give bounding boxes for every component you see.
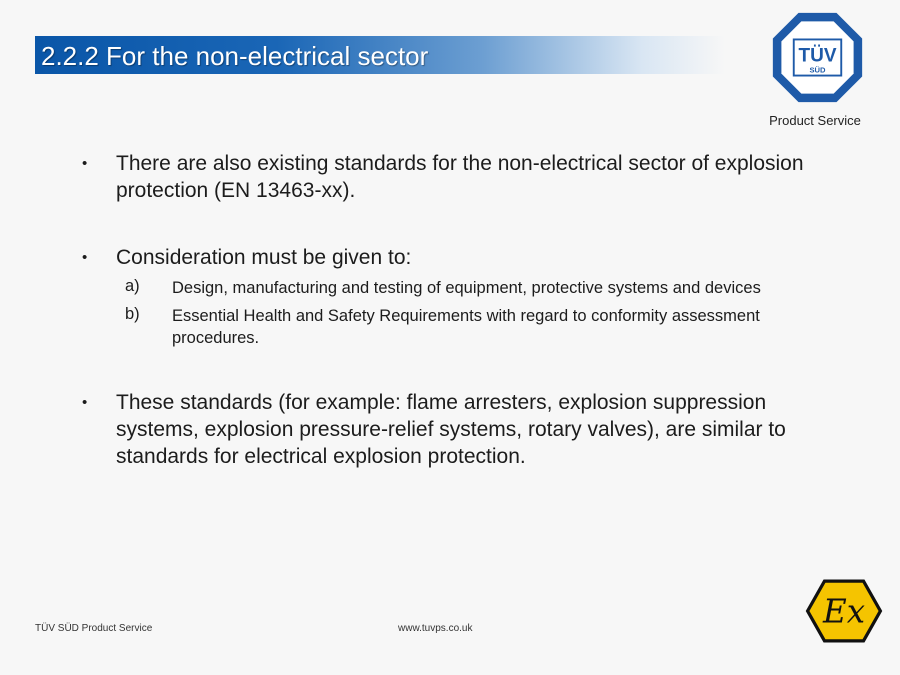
- sub-item-text: Essential Health and Safety Requirements with regard to conformity assessment procedures.: [172, 307, 760, 347]
- logo-caption: Product Service: [769, 113, 861, 128]
- bullet-marker: •: [82, 155, 88, 172]
- sub-item-text: Design, manufacturing and testing of equipment, protective systems and devices: [172, 279, 761, 297]
- bullet-text: These standards (for example: flame arresters, explosion suppression systems, explosion pressure-relief systems, rotary valves), are similar to standards for electrical explosion protection.: [116, 391, 786, 468]
- slide-title: 2.2.2 For the non-electrical sector: [41, 41, 429, 71]
- bullet-text: Consideration must be given to:: [116, 246, 412, 269]
- sub-item-marker: a): [125, 277, 140, 295]
- ex-hazard-icon: [805, 578, 883, 644]
- sub-list: [80, 277, 820, 349]
- sub-item-marker: b): [125, 305, 140, 323]
- bullet-item: [80, 389, 820, 470]
- bullet-marker: •: [82, 394, 88, 411]
- bullet-marker: •: [82, 249, 88, 266]
- sub-item: [80, 305, 820, 349]
- bullet-item: [80, 150, 820, 204]
- slide-content: [80, 150, 820, 470]
- tuv-sud-logo: [770, 10, 865, 105]
- footer-website-link[interactable]: www.tuvps.co.uk: [398, 623, 473, 634]
- logo-mark-subtext: SÜD: [809, 65, 826, 75]
- bullet-item: [80, 244, 820, 271]
- logo-mark-text: TÜV: [798, 45, 837, 67]
- sub-item: [80, 277, 820, 299]
- title-bar: [35, 36, 725, 74]
- footer-company: TÜV SÜD Product Service: [35, 623, 153, 634]
- ex-logo-text: Ex: [822, 592, 866, 631]
- bullet-text: There are also existing standards for the non-electrical sector of explosion protection (EN 13463-xx).: [116, 152, 804, 202]
